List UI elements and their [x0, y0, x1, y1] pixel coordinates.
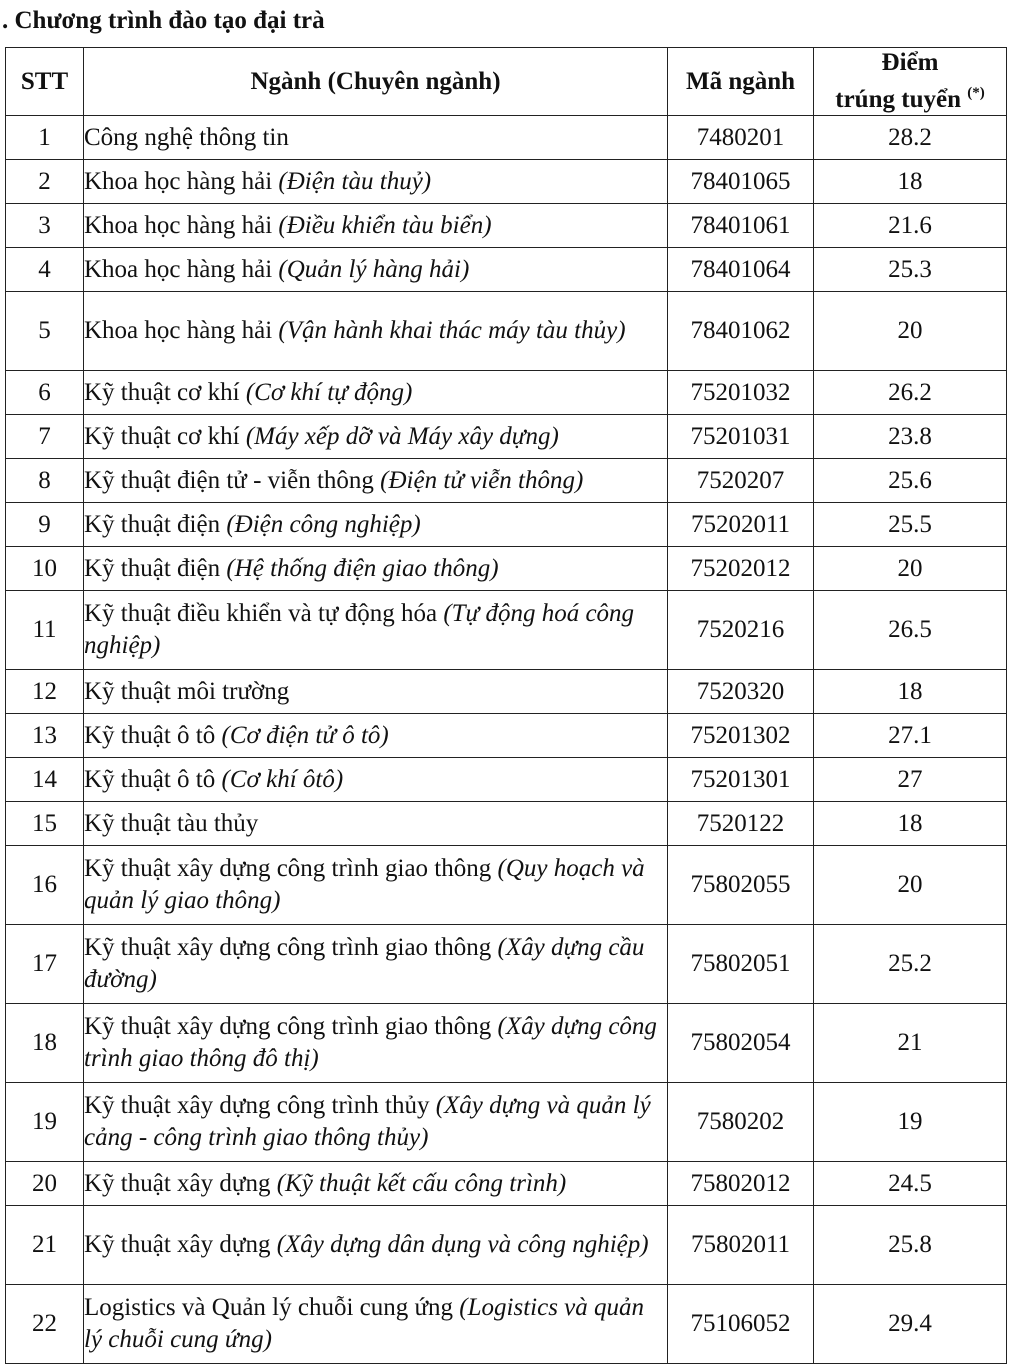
- row-score: 25.6: [814, 459, 1007, 503]
- header-score-note: (*): [967, 85, 985, 101]
- row-stt: 1: [6, 116, 84, 160]
- row-major: [84, 1285, 668, 1364]
- table-row: [6, 1206, 1007, 1285]
- row-score: 27: [814, 758, 1007, 802]
- specialization-name: (Điện tử viễn thông): [380, 466, 584, 494]
- row-major: [84, 714, 668, 758]
- row-stt: 12: [6, 670, 84, 714]
- major-name: Khoa học hàng hải: [84, 317, 273, 344]
- table-row: [6, 415, 1007, 459]
- row-stt: 10: [6, 547, 84, 591]
- row-score: 25.5: [814, 503, 1007, 547]
- header-stt: STT: [6, 48, 84, 116]
- specialization-name: (Quy hoạch và quản lý giao thông): [84, 855, 645, 914]
- row-score: 21: [814, 1004, 1007, 1083]
- row-stt: 5: [6, 292, 84, 371]
- row-major: [84, 204, 668, 248]
- row-major: [84, 802, 668, 846]
- row-stt: 8: [6, 459, 84, 503]
- major-name: Kỹ thuật cơ khí: [84, 422, 240, 450]
- major-name: Kỹ thuật xây dựng công trình giao thông: [84, 1013, 492, 1040]
- major-name: Kỹ thuật ô tô: [84, 721, 216, 749]
- row-stt: 19: [6, 1083, 84, 1162]
- major-name: Công nghệ thông tin: [84, 123, 289, 151]
- table-row: [6, 547, 1007, 591]
- row-stt: 22: [6, 1285, 84, 1364]
- major-name: Kỹ thuật xây dựng: [84, 1231, 271, 1258]
- table-row: [6, 459, 1007, 503]
- specialization-name: (Xây dựng dân dụng và công nghiệp): [276, 1231, 649, 1258]
- table-row: [6, 204, 1007, 248]
- row-major: [84, 116, 668, 160]
- major-name: Kỹ thuật điều khiển và tự động hóa: [84, 600, 438, 627]
- row-major: [84, 846, 668, 925]
- row-score: 20: [814, 292, 1007, 371]
- specialization-name: (Điện tàu thuỷ): [278, 167, 432, 195]
- row-major: [84, 1162, 668, 1206]
- major-name: Kỹ thuật tàu thủy: [84, 809, 259, 837]
- major-name: Kỹ thuật cơ khí: [84, 378, 240, 406]
- row-major: [84, 415, 668, 459]
- row-code: 75802051: [668, 925, 814, 1004]
- row-code: 75802012: [668, 1162, 814, 1206]
- row-major: [84, 371, 668, 415]
- section-heading: . Chương trình đào tạo đại trà: [2, 7, 325, 34]
- specialization-name: (Xây dựng cầu đường): [84, 934, 645, 993]
- major-name: Khoa học hàng hải: [84, 255, 273, 283]
- row-major: [84, 503, 668, 547]
- table-row: [6, 846, 1007, 925]
- row-score: 21.6: [814, 204, 1007, 248]
- table-row: [6, 248, 1007, 292]
- row-stt: 16: [6, 846, 84, 925]
- row-code: 78401061: [668, 204, 814, 248]
- row-code: 75201301: [668, 758, 814, 802]
- specialization-name: (Cơ khí ôtô): [221, 765, 344, 793]
- row-code: 7520216: [668, 591, 814, 670]
- row-score: 23.8: [814, 415, 1007, 459]
- major-name: Logistics và Quản lý chuỗi cung ứng: [84, 1294, 454, 1321]
- table-row: [6, 116, 1007, 160]
- row-stt: 9: [6, 503, 84, 547]
- row-major: [84, 547, 668, 591]
- header-score: [814, 48, 1007, 116]
- major-name: Kỹ thuật điện: [84, 554, 221, 582]
- specialization-name: (Tự động hoá công nghiệp): [84, 600, 635, 659]
- table-row: [6, 1162, 1007, 1206]
- specialization-name: (Điện công nghiệp): [226, 510, 421, 538]
- row-major: [84, 670, 668, 714]
- row-major: [84, 292, 668, 371]
- row-major: [84, 925, 668, 1004]
- row-code: 7480201: [668, 116, 814, 160]
- major-name: Kỹ thuật xây dựng: [84, 1169, 271, 1197]
- row-stt: 7: [6, 415, 84, 459]
- table-row: [6, 670, 1007, 714]
- row-score: 19: [814, 1083, 1007, 1162]
- major-name: Kỹ thuật xây dựng công trình giao thông: [84, 934, 492, 961]
- row-score: 25.3: [814, 248, 1007, 292]
- admission-scores-table: [5, 47, 1007, 1364]
- row-code: 78401065: [668, 160, 814, 204]
- specialization-name: (Vận hành khai thác máy tàu thủy): [278, 317, 626, 344]
- table-row: [6, 1083, 1007, 1162]
- row-major: [84, 591, 668, 670]
- specialization-name: (Kỹ thuật kết cấu công trình): [276, 1169, 567, 1197]
- row-score: 24.5: [814, 1162, 1007, 1206]
- specialization-name: (Xây dựng công trình giao thông đô thị): [84, 1013, 657, 1072]
- row-stt: 2: [6, 160, 84, 204]
- header-score-line1: Điểm: [881, 49, 939, 76]
- row-code: 7520207: [668, 459, 814, 503]
- row-score: 26.2: [814, 371, 1007, 415]
- row-code: 7520122: [668, 802, 814, 846]
- header-major: Ngành (Chuyên ngành): [84, 48, 668, 116]
- row-score: 29.4: [814, 1285, 1007, 1364]
- row-score: 28.2: [814, 116, 1007, 160]
- row-stt: 21: [6, 1206, 84, 1285]
- row-stt: 4: [6, 248, 84, 292]
- row-code: 75106052: [668, 1285, 814, 1364]
- row-major: [84, 459, 668, 503]
- table-row: [6, 1004, 1007, 1083]
- row-stt: 18: [6, 1004, 84, 1083]
- row-major: [84, 1083, 668, 1162]
- header-score-line2: trúng tuyển: [835, 86, 961, 113]
- row-stt: 13: [6, 714, 84, 758]
- row-code: 7520320: [668, 670, 814, 714]
- row-code: 75202011: [668, 503, 814, 547]
- major-name: Kỹ thuật xây dựng công trình giao thông: [84, 855, 492, 882]
- specialization-name: (Hệ thống điện giao thông): [226, 554, 499, 582]
- table-row: [6, 503, 1007, 547]
- row-stt: 11: [6, 591, 84, 670]
- row-code: 7580202: [668, 1083, 814, 1162]
- specialization-name: (Quản lý hàng hải): [278, 255, 470, 283]
- major-name: Kỹ thuật xây dựng công trình thủy: [84, 1092, 430, 1119]
- table-row: [6, 1285, 1007, 1364]
- row-code: 78401064: [668, 248, 814, 292]
- table-row: [6, 758, 1007, 802]
- header-code: Mã ngành: [668, 48, 814, 116]
- row-stt: 20: [6, 1162, 84, 1206]
- specialization-name: (Xây dựng và quản lý cảng - công trình giao thông thủy): [84, 1092, 651, 1151]
- major-name: Kỹ thuật ô tô: [84, 765, 216, 793]
- table-row: [6, 714, 1007, 758]
- row-stt: 6: [6, 371, 84, 415]
- row-stt: 3: [6, 204, 84, 248]
- row-stt: 17: [6, 925, 84, 1004]
- row-score: 26.5: [814, 591, 1007, 670]
- specialization-name: (Điều khiển tàu biển): [278, 211, 492, 239]
- major-name: Kỹ thuật điện: [84, 510, 221, 538]
- row-score: 27.1: [814, 714, 1007, 758]
- row-stt: 14: [6, 758, 84, 802]
- specialization-name: (Cơ điện tử ô tô): [221, 721, 389, 749]
- major-name: Khoa học hàng hải: [84, 211, 273, 239]
- row-code: 75802011: [668, 1206, 814, 1285]
- row-code: 75802054: [668, 1004, 814, 1083]
- table-header-row: [6, 48, 1007, 116]
- table-body: [6, 116, 1007, 1364]
- table-row: [6, 371, 1007, 415]
- row-major: [84, 160, 668, 204]
- table-row: [6, 802, 1007, 846]
- row-major: [84, 758, 668, 802]
- row-stt: 15: [6, 802, 84, 846]
- specialization-name: (Logistics và quản lý chuỗi cung ứng): [84, 1294, 645, 1353]
- major-name: Kỹ thuật môi trường: [84, 677, 290, 705]
- row-code: 75202012: [668, 547, 814, 591]
- row-score: 25.2: [814, 925, 1007, 1004]
- row-code: 78401062: [668, 292, 814, 371]
- row-score: 18: [814, 802, 1007, 846]
- row-code: 75201032: [668, 371, 814, 415]
- row-score: 20: [814, 846, 1007, 925]
- row-major: [84, 248, 668, 292]
- specialization-name: (Cơ khí tự động): [245, 378, 413, 406]
- major-name: Kỹ thuật điện tử - viễn thông: [84, 466, 374, 494]
- row-code: 75201302: [668, 714, 814, 758]
- row-score: 20: [814, 547, 1007, 591]
- row-major: [84, 1004, 668, 1083]
- specialization-name: (Máy xếp dỡ và Máy xây dựng): [245, 422, 559, 450]
- row-score: 25.8: [814, 1206, 1007, 1285]
- row-score: 18: [814, 670, 1007, 714]
- table-row: [6, 160, 1007, 204]
- table-row: [6, 925, 1007, 1004]
- table-row: [6, 591, 1007, 670]
- row-score: 18: [814, 160, 1007, 204]
- row-code: 75802055: [668, 846, 814, 925]
- row-code: 75201031: [668, 415, 814, 459]
- table-row: [6, 292, 1007, 371]
- row-major: [84, 1206, 668, 1285]
- major-name: Khoa học hàng hải: [84, 167, 273, 195]
